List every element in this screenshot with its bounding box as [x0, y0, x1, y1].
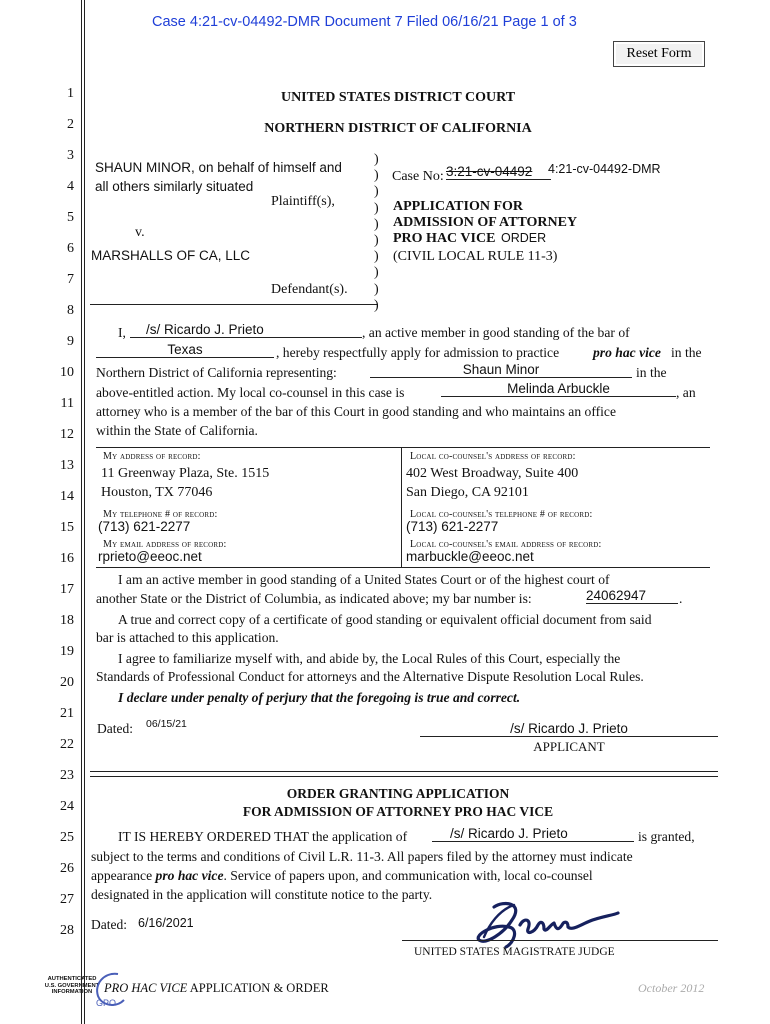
line-number: 1	[67, 86, 74, 101]
line-number: 2	[67, 117, 74, 132]
order-o3b: . Service of papers upon, and communication with, local co-counsel	[223, 868, 593, 883]
left-margin-rule	[81, 0, 82, 1024]
line-number: 17	[60, 582, 74, 597]
order-o3	[91, 868, 593, 884]
app-text-6: above-entitled action. My local co-counsel in this case is	[96, 385, 405, 400]
local-email-label: Local co-counsel's email address of record:	[410, 539, 602, 550]
case-no-label: Case No:	[392, 169, 444, 184]
order-title-1: ORDER GRANTING APPLICATION	[286, 786, 510, 801]
local-address-1: 402 West Broadway, Suite 400	[406, 466, 579, 481]
line-number: 20	[60, 675, 74, 690]
app-text-3: in the	[671, 345, 702, 360]
title-line1: APPLICATION FOR	[393, 199, 524, 214]
my-address-label: My address of record:	[103, 451, 201, 462]
versus: v.	[135, 225, 145, 240]
app-i: I,	[118, 325, 126, 340]
applicant-label: APPLICANT	[533, 739, 605, 754]
decl-p1a: I am an active member in good standing of a United States Court or of the highest court of	[118, 572, 610, 587]
applicant-signature-field[interactable]	[420, 721, 718, 737]
footer-title	[104, 981, 329, 996]
plaintiff-name-2: all others similarly situated	[95, 179, 254, 194]
title-line2: ADMISSION OF ATTORNEY	[393, 215, 578, 230]
order-name-field[interactable]	[432, 826, 634, 842]
my-address-2: Houston, TX 77046	[101, 485, 213, 500]
order-o2: subject to the terms and conditions of Civil L.R. 11-3. All papers filed by the attorney must indicate	[91, 849, 633, 864]
title-line4: (CIVIL LOCAL RULE 11-3)	[393, 249, 558, 264]
cocounsel-field[interactable]	[441, 381, 676, 397]
app-text-5: in the	[636, 365, 667, 380]
caption-parens: ) ) ) ) ) ) ) ) ) )	[374, 152, 379, 313]
line-number: 3	[67, 148, 74, 163]
line-number: 9	[67, 334, 74, 349]
app-text-1: , an active member in good standing of the bar of	[362, 325, 630, 340]
decl-p3b: Standards of Professional Conduct for attorneys and the Alternative Dispute Resolution Local Rules.	[96, 669, 644, 684]
footer-phv: PRO HAC VICE	[104, 981, 188, 995]
pro-hac-vice: pro hac vice	[593, 345, 661, 360]
judge-signature-line	[402, 940, 718, 941]
line-number: 23	[60, 768, 74, 783]
perjury-text: I declare under penalty of perjury that the foregoing is true and correct	[118, 690, 517, 705]
order-applicant-name: /s/ Ricardo J. Prieto	[450, 826, 568, 841]
order-dated-label: Dated:	[91, 917, 127, 932]
local-phone-label: Local co-counsel's telephone # of record:	[410, 509, 593, 520]
applicant-dated-label: Dated:	[97, 721, 133, 736]
line-number: 22	[60, 737, 74, 752]
address-table-divider	[401, 448, 402, 568]
gpo-line3: INFORMATION	[51, 989, 93, 995]
defendant-role: Defendant(s).	[271, 282, 348, 297]
bar-state: Texas	[167, 342, 203, 357]
order-dated: 6/16/2021	[138, 916, 194, 930]
line-number: 28	[60, 923, 74, 938]
caption-underline	[90, 303, 378, 305]
address-table-bottom	[96, 567, 710, 568]
case-no-new: 4:21-cv-04492-DMR	[548, 162, 661, 176]
decl-p3a: I agree to familiarize myself with, and abide by, the Local Rules of this Court, especially the	[118, 651, 621, 666]
plaintiff-role: Plaintiff(s),	[271, 194, 335, 209]
line-number: 18	[60, 613, 74, 628]
applicant-dated: 06/15/21	[146, 718, 187, 730]
applicant-name: /s/ Ricardo J. Prieto	[146, 322, 264, 337]
my-email-label: My email address of record:	[103, 539, 227, 550]
line-number: 10	[60, 365, 74, 380]
local-address-label: Local co-counsel's address of record:	[410, 451, 576, 462]
order-o1a: IT IS HEREBY ORDERED THAT the application of	[118, 829, 408, 844]
client-field[interactable]	[370, 362, 632, 378]
order-phv: pro hac vice	[155, 868, 224, 883]
order-o1b: is granted,	[638, 829, 695, 844]
line-number: 7	[67, 272, 74, 287]
client-name: Shaun Minor	[462, 362, 540, 377]
left-margin-rule-2	[84, 0, 85, 1024]
line-number: 13	[60, 458, 74, 473]
app-text-7: , an	[676, 385, 696, 400]
applicant-name-field[interactable]	[130, 322, 362, 338]
line-number: 26	[60, 861, 74, 876]
footer-date: October 2012	[638, 981, 705, 995]
cocounsel-name: Melinda Arbuckle	[507, 381, 610, 396]
app-text-4: Northern District of California representing:	[96, 365, 337, 380]
line-number: 25	[60, 830, 74, 845]
line-number: 24	[60, 799, 74, 814]
my-email: rprieto@eeoc.net	[98, 549, 202, 564]
order-title-2: FOR ADMISSION OF ATTORNEY PRO HAC VICE	[242, 804, 554, 819]
line-number: 16	[60, 551, 74, 566]
my-address-1: 11 Greenway Plaza, Ste. 1515	[101, 466, 270, 481]
decl-p2a: A true and correct copy of a certificate of good standing or equivalent official document from said	[118, 612, 652, 627]
bar-state-field[interactable]	[96, 342, 274, 358]
line-number: 5	[67, 210, 74, 225]
local-email: marbuckle@eeoc.net	[406, 549, 534, 564]
order-o3a: appearance	[91, 868, 153, 883]
reset-form-button[interactable]: Reset Form	[613, 41, 705, 67]
my-phone: (713) 621-2277	[98, 519, 191, 534]
perjury-statement: I declare under penalty of perjury that the foregoing is true and correct.	[118, 690, 521, 705]
defendant-name: MARSHALLS OF CA, LLC	[91, 248, 251, 263]
court-title: UNITED STATES DISTRICT COURT	[280, 90, 516, 105]
app-text-8: attorney who is a member of the bar of this Court in good standing and who maintains an office	[96, 404, 616, 419]
plaintiff-name: SHAUN MINOR, on behalf of himself and	[95, 160, 342, 175]
title-order-added: ORDER	[501, 231, 547, 245]
line-number: 21	[60, 706, 74, 721]
bar-number: 24062947	[586, 588, 647, 603]
gpo-mark: GPO	[96, 998, 117, 1008]
line-number: 19	[60, 644, 74, 659]
line-number: 8	[67, 303, 74, 318]
court-district: NORTHERN DISTRICT OF CALIFORNIA	[264, 121, 532, 136]
case-header: Case 4:21-cv-04492-DMR Document 7 Filed 06/16/21 Page 1 of 3	[152, 14, 577, 30]
line-number: 6	[67, 241, 74, 256]
line-number: 12	[60, 427, 74, 442]
order-o4: designated in the application will constitute notice to the party.	[91, 887, 433, 902]
line-number: 14	[60, 489, 74, 504]
decl-period: .	[679, 591, 683, 606]
gpo-line2: U.S. GOVERNMENT	[44, 982, 100, 989]
local-address-2: San Diego, CA 92101	[406, 485, 529, 500]
applicant-signature: /s/ Ricardo J. Prieto	[510, 721, 628, 736]
bar-number-field[interactable]	[586, 588, 678, 604]
app-text-9: within the State of California.	[96, 423, 258, 438]
line-number: 15	[60, 520, 74, 535]
decl-p2b: bar is attached to this application.	[96, 630, 279, 645]
app-text-2: , hereby respectfully apply for admission to practice	[276, 345, 560, 360]
line-number: 4	[67, 179, 74, 194]
local-phone: (713) 621-2277	[406, 519, 499, 534]
decl-p1b: another State or the District of Columbia, as indicated above; my bar number is:	[96, 591, 532, 606]
judge-title: UNITED STATES MAGISTRATE JUDGE	[414, 946, 615, 958]
line-number: 27	[60, 892, 74, 907]
line-number: 11	[60, 396, 74, 411]
case-no-struck: 3:21-cv-04492	[446, 164, 551, 180]
address-table-rule	[96, 447, 710, 448]
order-rule-2	[90, 776, 718, 777]
title-line3: PRO HAC VICE	[393, 231, 496, 246]
order-rule-1	[90, 771, 718, 772]
my-phone-label: My telephone # of record:	[103, 509, 218, 520]
gpo-line1: AUTHENTICATED	[47, 976, 97, 982]
footer-rest: APPLICATION & ORDER	[189, 981, 329, 995]
